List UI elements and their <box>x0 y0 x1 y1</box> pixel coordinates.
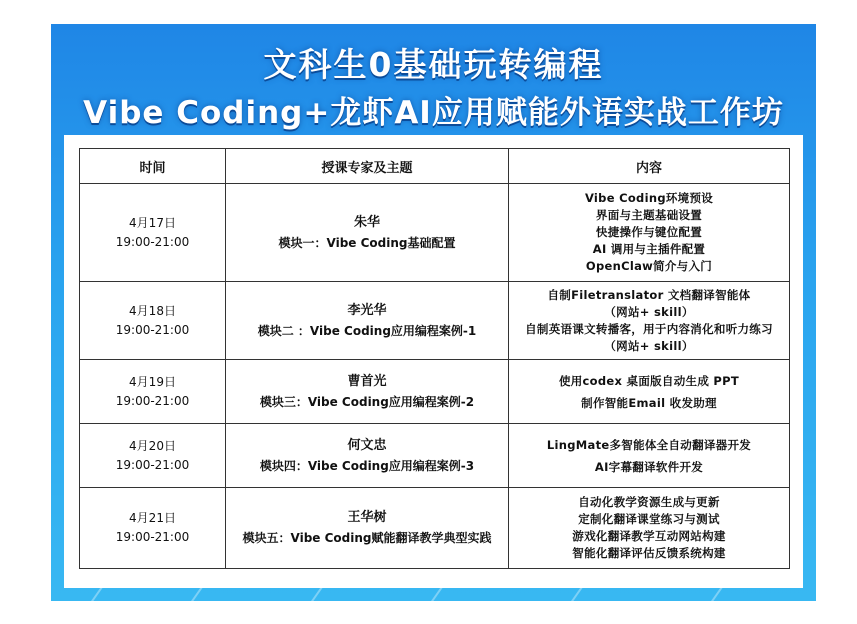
table-row <box>80 360 790 424</box>
table-row <box>80 488 790 569</box>
content-cell <box>509 184 790 282</box>
session-time: 19:00-21:00 <box>115 457 190 472</box>
session-date: 4月20日 <box>129 438 176 453</box>
module-topic: 模块五：Vibe Coding赋能翻译教学典型实践 <box>242 531 492 545</box>
content-line: 制作智能Email 收发助理 <box>581 395 717 410</box>
content-cell <box>509 360 790 424</box>
table-header-row <box>80 149 790 184</box>
content-line: OpenClaw简介与入门 <box>585 259 713 273</box>
schedule-panel <box>64 135 803 588</box>
content-line: 自制Filetranslator 文档翻译智能体 <box>547 287 751 302</box>
content-line: （网站+ skill） <box>604 338 694 353</box>
content-line: AI字幕翻译软件开发 <box>594 459 704 474</box>
content-line: 快捷操作与键位配置 <box>595 225 703 239</box>
expert-cell <box>226 488 509 569</box>
module-topic: 模块四：Vibe Coding应用编程案例-3 <box>259 458 475 473</box>
expert-cell <box>226 184 509 282</box>
table-row <box>80 424 790 488</box>
content-line: LingMate多智能体全自动翻译器开发 <box>546 437 752 452</box>
session-time: 19:00-21:00 <box>115 393 190 408</box>
content-line: 游戏化翻译教学互动网站构建 <box>572 529 726 543</box>
session-time: 19:00-21:00 <box>115 530 190 544</box>
column-header-time: 时间 <box>80 149 226 184</box>
time-cell <box>80 184 226 282</box>
schedule-table <box>79 148 790 569</box>
content-line: 使用codex 桌面版自动生成 PPT <box>558 373 740 388</box>
content-cell <box>509 282 790 360</box>
content-cell <box>509 424 790 488</box>
expert-cell <box>226 360 509 424</box>
session-time: 19:00-21:00 <box>115 234 190 249</box>
time-cell <box>80 360 226 424</box>
session-date: 4月17日 <box>129 215 176 230</box>
content-line: 界面与主题基础设置 <box>595 208 703 222</box>
expert-name: 朱华 <box>353 214 380 230</box>
content-line: （网站+ skill） <box>604 304 694 319</box>
content-line: 智能化翻译评估反馈系统构建 <box>572 546 726 560</box>
column-header-content: 内容 <box>509 149 790 184</box>
time-cell <box>80 282 226 360</box>
session-date: 4月19日 <box>129 374 176 389</box>
expert-name: 王华树 <box>347 510 387 525</box>
table-row <box>80 282 790 360</box>
session-date: 4月18日 <box>129 303 176 318</box>
content-line: 自动化教学资源生成与更新 <box>578 495 720 509</box>
column-header-expert-topic: 授课专家及主题 <box>226 149 509 184</box>
poster-subtitle: Vibe Coding+龙虾AI应用赋能外语实战工作坊 <box>83 95 784 131</box>
expert-name: 何文忠 <box>347 437 387 453</box>
content-line: 自制英语课文转播客，用于内容消化和听力练习 <box>525 321 773 336</box>
session-date: 4月21日 <box>129 511 176 525</box>
content-line: 定制化翻译课堂练习与测试 <box>578 512 720 526</box>
module-topic: 模块一：Vibe Coding基础配置 <box>278 235 456 250</box>
expert-name: 曹首光 <box>347 373 387 389</box>
content-cell <box>509 488 790 569</box>
expert-name: 李光华 <box>347 302 387 318</box>
time-cell <box>80 488 226 569</box>
time-cell <box>80 424 226 488</box>
module-topic: 模块二 ：Vibe Coding应用编程案例-1 <box>257 323 477 338</box>
module-topic: 模块三：Vibe Coding应用编程案例-2 <box>259 394 475 409</box>
content-line: Vibe Coding环境预设 <box>584 191 714 205</box>
expert-cell <box>226 424 509 488</box>
table-row <box>80 184 790 282</box>
poster-title: 文科生0基础玩转编程 <box>263 45 604 84</box>
poster-banner <box>51 24 816 601</box>
expert-cell <box>226 282 509 360</box>
session-time: 19:00-21:00 <box>115 322 190 337</box>
content-line: AI 调用与主插件配置 <box>592 242 706 256</box>
